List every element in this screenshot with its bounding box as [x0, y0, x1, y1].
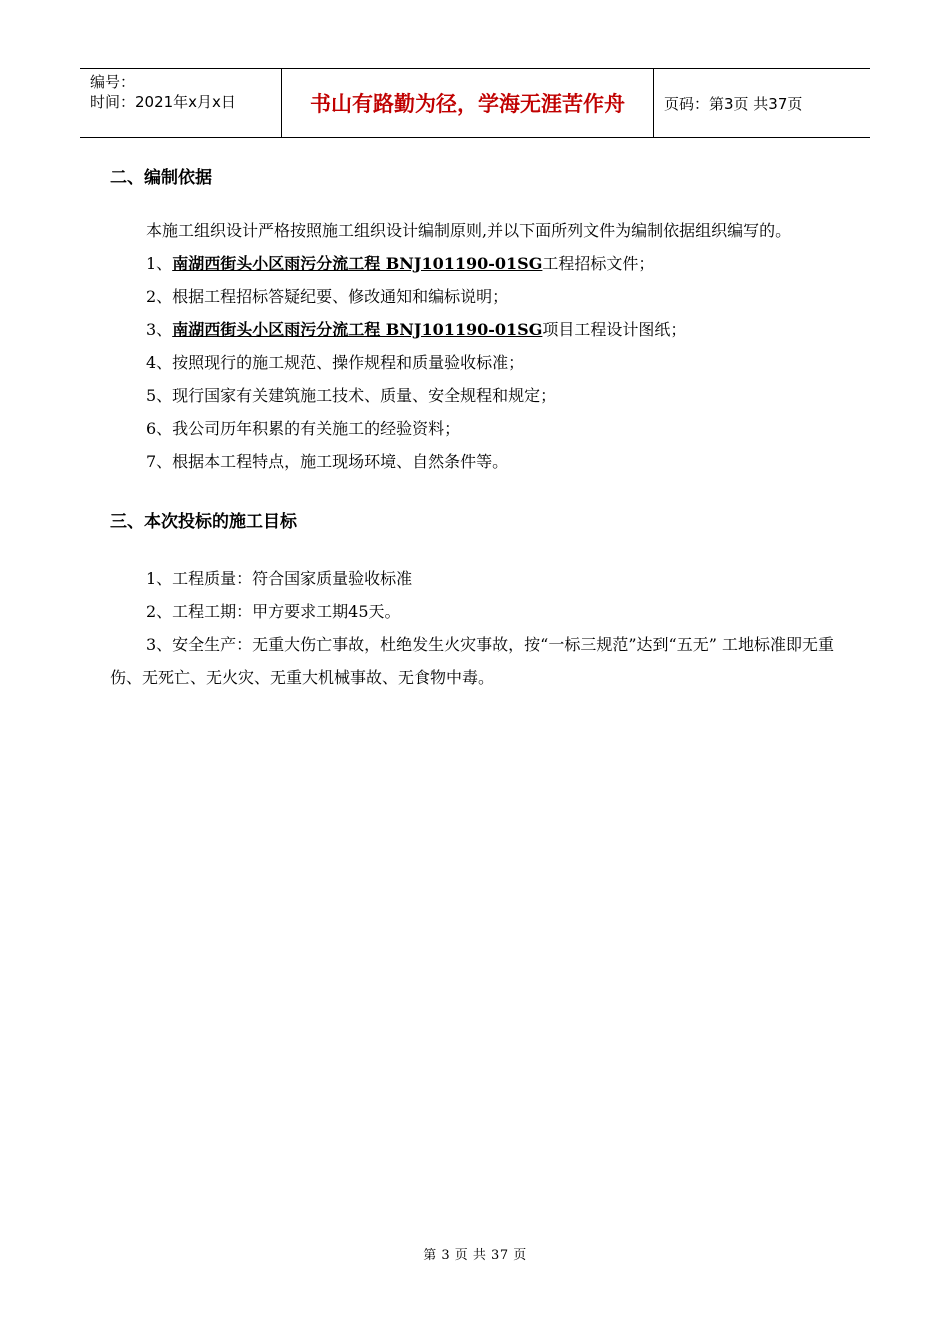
- project-name-link[interactable]: 南湖西街头小区雨污分流工程 BNJ101190-01SG: [172, 320, 543, 339]
- target-item-1: 1、工程质量：符合国家质量验收标准: [146, 569, 413, 588]
- basis-item-4: 4、按照现行的施工规范、操作规程和质量验收标准；: [146, 353, 525, 372]
- header-meta: [80, 69, 281, 137]
- section-heading-basis: 二、编制依据: [110, 168, 212, 188]
- target-item-3: 3、安全生产：无重大伤亡事故，杜绝发生火灾事故，按“一标三规范”达到“五无” 工地标准即无重伤、无死亡、无火灾、无重大机械事故、无食物中毒。: [110, 635, 834, 687]
- target-item-2: 2、工程工期：甲方要求工期45天。: [146, 602, 401, 621]
- project-name-link[interactable]: 南湖西街头小区雨污分流工程 BNJ101190-01SG: [172, 254, 543, 273]
- document-number-label: 编号：: [90, 73, 136, 91]
- basis-item-7: 7、根据本工程特点，施工现场环境、自然条件等。: [146, 452, 509, 471]
- basis-item-6: 6、我公司历年积累的有关施工的经验资料；: [146, 419, 461, 438]
- basis-intro-paragraph: 本施工组织设计严格按照施工组织设计编制原则,并以下面所列文件为编制依据组织编写的。: [146, 221, 792, 240]
- header-page-info: 页码：第3页 共37页: [664, 94, 803, 113]
- document-body: [110, 160, 850, 694]
- document-date: 时间：2021年x月x日: [90, 93, 236, 111]
- basis-item-2: 2、根据工程招标答疑纪要、修改通知和编标说明；: [146, 287, 509, 306]
- page-footer: 第 3 页 共 37 页: [423, 1248, 527, 1263]
- header-motto: 书山有路勤为径，学海无涯苦作舟: [281, 69, 654, 137]
- section-heading-targets: 三、本次投标的施工目标: [110, 512, 297, 532]
- basis-item-3: 3、南湖西街头小区雨污分流工程 BNJ101190-01SG项目工程设计图纸；: [146, 320, 687, 339]
- basis-item-5: 5、现行国家有关建筑施工技术、质量、安全规程和规定；: [146, 386, 557, 405]
- page-header: [80, 68, 870, 138]
- basis-item-1: 1、南湖西街头小区雨污分流工程 BNJ101190-01SG工程招标文件；: [146, 254, 655, 273]
